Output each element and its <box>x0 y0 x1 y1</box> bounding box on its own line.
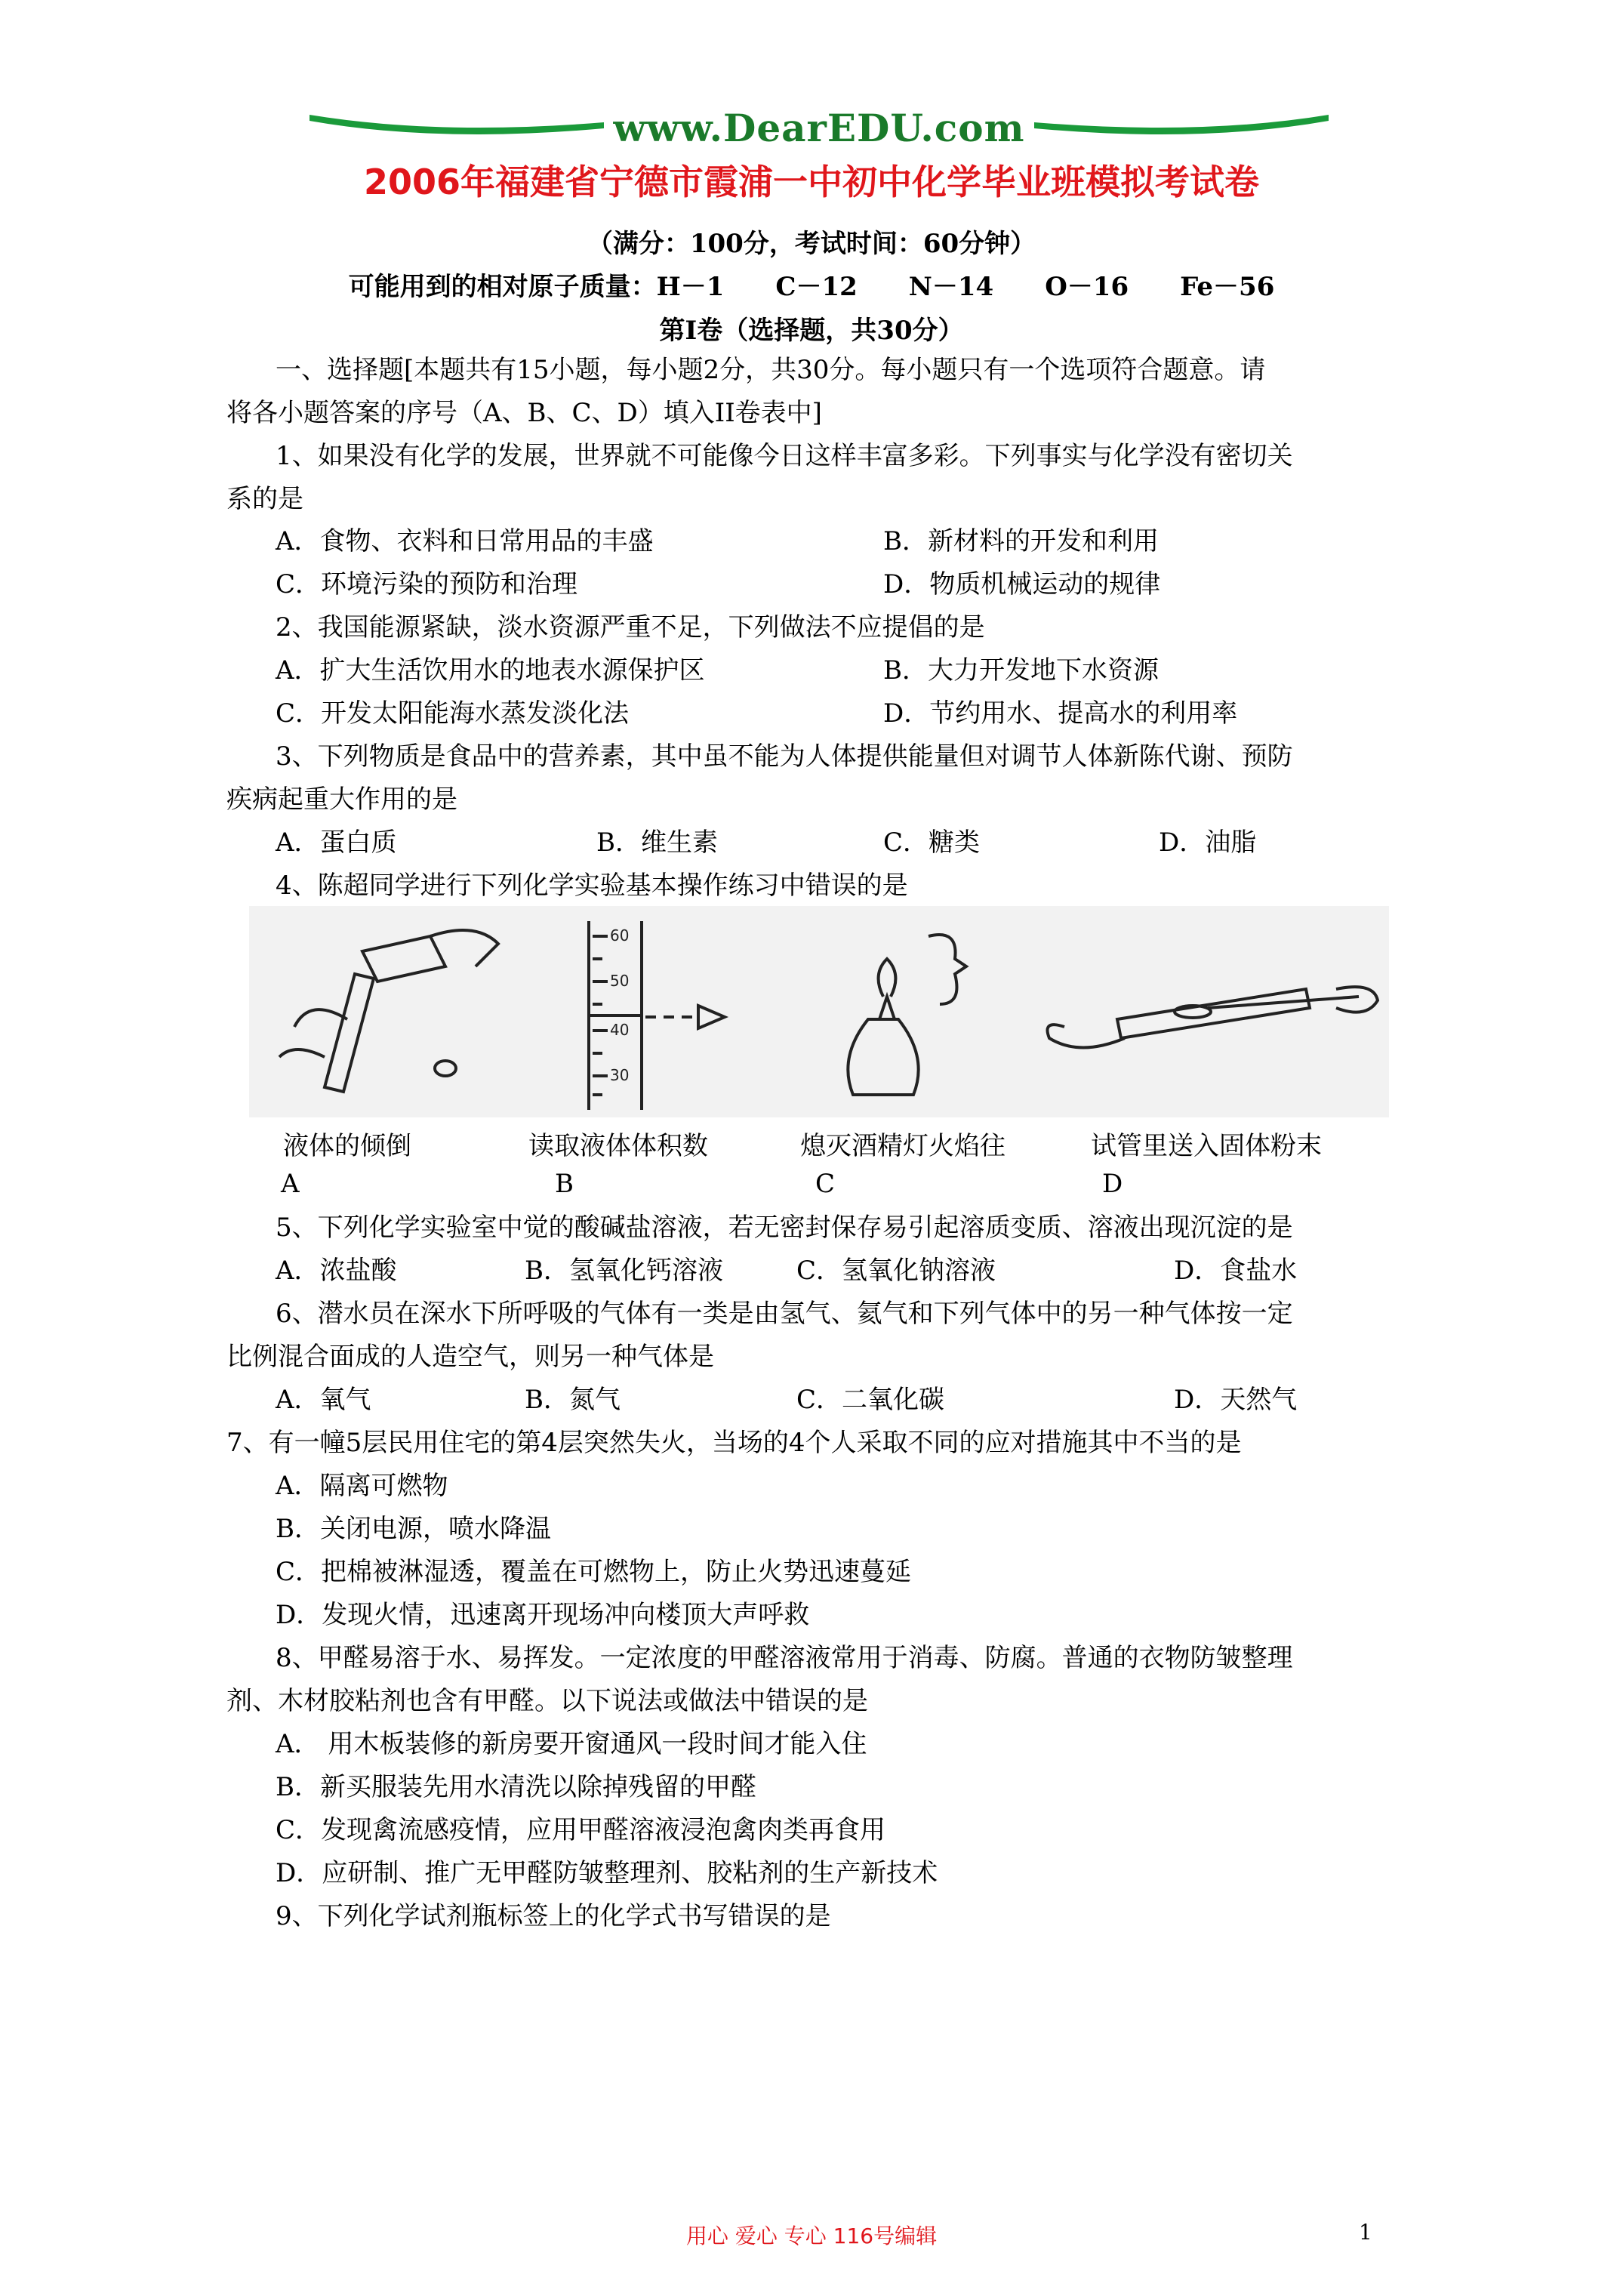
q7-option-c: C．把棉被淋湿透，覆盖在可燃物上，防止火势迅速蔓延 <box>276 1557 912 1587</box>
q9-stem: 9、下列化学试剂瓶标签上的化学式书写错误的是 <box>276 1901 831 1931</box>
q8-option-d: D．应研制、推广无甲醛防皱整理剂、胶粘剂的生产新技术 <box>276 1858 938 1888</box>
footer-text: 用心 爱心 专心 116号编辑 <box>685 2224 938 2248</box>
q1-option-c: C．环境污染的预防和治理 <box>276 569 578 599</box>
q4-letter-b: B <box>555 1169 574 1199</box>
page-number: 1 <box>1359 2220 1372 2245</box>
q4-caption-d: 试管里送入固体粉末 <box>1091 1131 1322 1161</box>
q4-caption-a: 液体的倾倒 <box>283 1131 411 1161</box>
q5-option-a: A．浓盐酸 <box>276 1256 397 1286</box>
q5-option-b: B．氢氧化钙溶液 <box>525 1256 723 1286</box>
atomic-masses: 可能用到的相对原子质量：H－1 C－12 N－14 O－16 Fe－56 <box>348 272 1275 302</box>
scale-label-30: 30 <box>610 1066 630 1084</box>
q2-option-d: D．节约用水、提高水的利用率 <box>883 698 1238 729</box>
q8-option-a: A． 用木板装修的新房要开窗通风一段时间才能入住 <box>276 1729 867 1759</box>
scale-label-40: 40 <box>610 1021 630 1039</box>
q3-option-b: B．维生素 <box>596 827 718 858</box>
q5-option-c: C．氢氧化钠溶液 <box>796 1256 996 1286</box>
lab-illustration-icon <box>249 906 1389 1117</box>
q5-stem: 5、下列化学实验室中觉的酸碱盐溶液，若无密封保存易引起溶质变质、溶液出现沉淀的是 <box>276 1213 1293 1243</box>
q2-option-b: B．大力开发地下水资源 <box>883 655 1159 686</box>
scale-label-60: 60 <box>610 926 630 945</box>
score-time: （满分：100分，考试时间：60分钟） <box>587 229 1036 259</box>
q3-option-a: A．蛋白质 <box>276 827 397 858</box>
page-title: 2006年福建省宁德市霞浦一中初中化学毕业班模拟考试卷 <box>363 162 1260 202</box>
q3-option-c: C．糖类 <box>883 827 981 858</box>
q4-letter-d: D <box>1102 1169 1123 1199</box>
q7-stem: 7、有一幢5层民用住宅的第4层突然失火，当场的4个人采取不同的应对措施其中不当的是 <box>226 1428 1242 1458</box>
scale-label-50: 50 <box>610 972 630 990</box>
instruction-line-1: 一、选择题[本题共有15小题，每小题2分，共30分。每小题只有一个选项符合题意。请 <box>276 355 1266 385</box>
q8-stem-2: 剂、木材胶粘剂也含有甲醛。以下说法或做法中错误的是 <box>226 1686 868 1716</box>
q1-option-d: D．物质机械运动的规律 <box>883 569 1161 599</box>
q6-option-c: C．二氧化碳 <box>796 1385 945 1415</box>
q8-option-c: C．发现禽流感疫情，应用甲醛溶液浸泡禽肉类再食用 <box>276 1815 886 1845</box>
q7-option-b: B．关闭电源，喷水降温 <box>276 1514 551 1544</box>
q6-stem-1: 6、潜水员在深水下所呼吸的气体有一类是由氢气、氦气和下列气体中的另一种气体按一定 <box>276 1299 1293 1329</box>
q6-stem-2: 比例混合面成的人造空气，则另一种气体是 <box>226 1342 714 1372</box>
site-banner <box>310 98 1329 159</box>
q4-caption-b: 读取液体体积数 <box>528 1131 708 1161</box>
q2-stem: 2、我国能源紧缺，淡水资源严重不足，下列做法不应提倡的是 <box>276 612 985 643</box>
q2-option-a: A．扩大生活饮用水的地表水源保护区 <box>276 655 705 686</box>
q1-option-a: A．食物、衣料和日常用品的丰盛 <box>276 526 654 556</box>
q1-stem-2: 系的是 <box>226 484 303 514</box>
site-url: www.DearEDU.com <box>613 106 1025 150</box>
q3-option-d: D．油脂 <box>1159 827 1257 858</box>
q5-option-d: D．食盐水 <box>1174 1256 1298 1286</box>
q7-option-d: D．发现火情，迅速离开现场冲向楼顶大声呼救 <box>276 1600 810 1630</box>
q6-option-a: A．氧气 <box>276 1385 371 1415</box>
q3-stem-1: 3、下列物质是食品中的营养素，其中虽不能为人体提供能量但对调节人体新陈代谢、预防 <box>276 741 1293 772</box>
q4-letter-c: C <box>815 1169 836 1199</box>
lab-operations-figure <box>249 906 1389 1117</box>
q8-stem-1: 8、甲醛易溶于水、易挥发。一定浓度的甲醛溶液常用于消毒、防腐。普通的衣物防皱整理 <box>276 1643 1293 1673</box>
q2-option-c: C．开发太阳能海水蒸发淡化法 <box>276 698 630 729</box>
q7-option-a: A．隔离可燃物 <box>276 1471 448 1501</box>
q8-option-b: B．新买服装先用水清洗以除掉残留的甲醛 <box>276 1772 756 1802</box>
q4-letter-a: A <box>281 1169 300 1199</box>
q1-option-b: B．新材料的开发和利用 <box>883 526 1159 556</box>
q4-stem: 4、陈超同学进行下列化学实验基本操作练习中错误的是 <box>276 871 908 901</box>
q1-stem-1: 1、如果没有化学的发展，世界就不可能像今日这样丰富多彩。下列事实与化学没有密切关 <box>276 441 1293 471</box>
section-title: 第Ⅰ卷（选择题，共30分） <box>659 316 964 346</box>
q6-option-b: B．氮气 <box>525 1385 621 1415</box>
q4-caption-c: 熄灭酒精灯火焰往 <box>800 1131 1006 1161</box>
instruction-line-2: 将各小题答案的序号（A、B、C、D）填入II卷表中] <box>226 398 822 428</box>
q6-option-d: D．天然气 <box>1174 1385 1298 1415</box>
q3-stem-2: 疾病起重大作用的是 <box>226 784 457 815</box>
